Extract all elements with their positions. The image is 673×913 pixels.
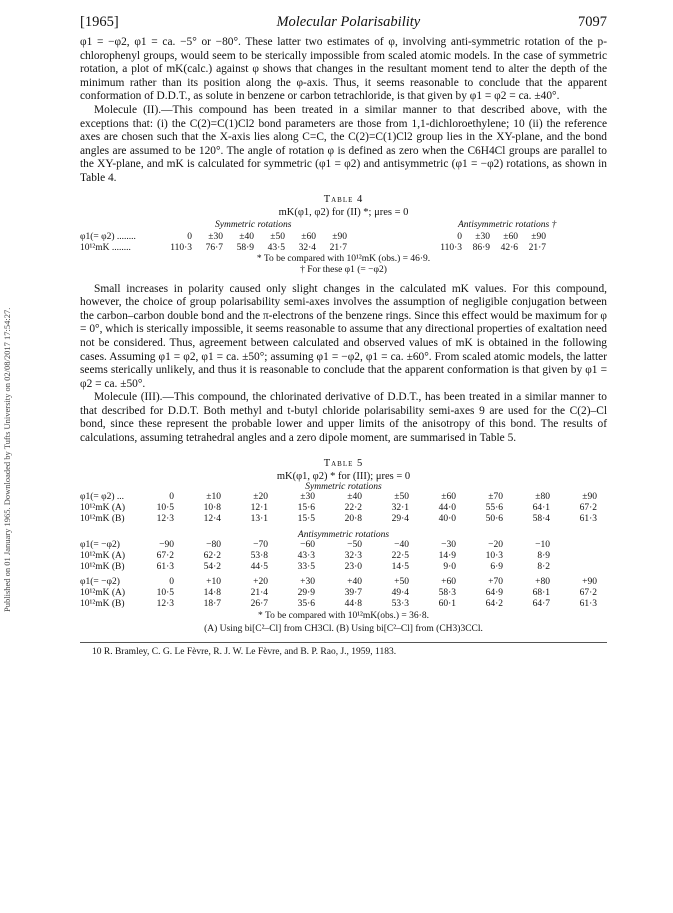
table4-cell-sym-k: 76·7 — [205, 242, 223, 253]
table5-note-obs: * To be compared with 10¹²mK(obs.) = 36·8. — [258, 610, 429, 621]
table4-cell-anti-k: 110·3 — [440, 242, 462, 253]
table5-anti-neg-cell: 32·3 — [344, 550, 362, 561]
table5-anti-neg-cell: 8·2 — [537, 561, 550, 572]
table5-anti-pos-cell: +80 — [535, 576, 550, 587]
table5-sym-cell: ±10 — [206, 491, 221, 502]
table5-antisymmetric-header: Antisymmetric rotations — [297, 529, 390, 540]
table4-cell-sym-phi: ±30 — [208, 231, 223, 242]
table4-note-obs: * To be compared with 10¹²mK (obs.) = 46·9. — [256, 253, 431, 264]
table5-antisymmetric-negative-block — [80, 540, 607, 574]
header-page-number: 7097 — [577, 14, 607, 30]
table4-cell-sym-k: 110·3 — [170, 242, 192, 253]
table5-antisymmetric-positive-block — [80, 577, 607, 611]
running-header — [80, 14, 607, 31]
table5-anti-pos-cell: +40 — [347, 576, 362, 587]
table5-sym-row-label: 10¹²mK (A) — [80, 502, 126, 513]
table5-anti-neg-cell: −40 — [394, 539, 409, 550]
journal-page — [80, 14, 607, 657]
table5-anti-pos-cell: +50 — [394, 576, 409, 587]
table5-anti-pos-cell: 39·7 — [344, 587, 362, 598]
table5-sym-cell: 61·3 — [579, 513, 597, 524]
table4-cell-anti-k: 21·7 — [528, 242, 546, 253]
table5-sym-cell: 29·4 — [391, 513, 409, 524]
table5-anti-pos-cell: 21·4 — [250, 587, 268, 598]
table4-cell-sym-k: 32·4 — [298, 242, 316, 253]
table4-cell-sym-phi: ±40 — [239, 231, 254, 242]
table5-anti-neg-cell: 44·5 — [250, 561, 268, 572]
table4-cell-sym-phi: ±60 — [301, 231, 316, 242]
table5-sym-cell: 10·8 — [203, 502, 221, 513]
paragraph-ddt-conclusion: φ1 = −φ2, φ1 = ca. −5° or −80°. These latter two estimates of φ, involving anti-symmetric rotation of the p-chlorophenyl groups, would seem to be sterically impossible from scaled atomic models. In the case of symmetric rotation, a plot of mK(calc.) against φ shows that changes in the resultant moment tend to alter the depth of the minimum rather than its position along the φ-axis. Thus, it seems reasonable to conclude that the apparent conformation of D.D.T., as solute in benzene or carbon tetrachloride, is that given by φ1 = φ2 = ca. ±40°. — [80, 36, 607, 103]
table5-anti-pos-cell: 29·9 — [297, 587, 315, 598]
table5-anti-neg-row-label: 10¹²mK (B) — [80, 561, 125, 572]
table5-anti-pos-cell: 12·3 — [156, 598, 174, 609]
table5-anti-neg-cell: −60 — [300, 539, 315, 550]
table5-anti-pos-cell: 0 — [169, 576, 174, 587]
paragraph-polarity-discussion: Small increases in polarity caused only slight changes in the calculated mK values. For this compound, however, the choice of group polarisability semi-axes involves the assumption of negligible conjugation between the carbon–carbon double bond and the π-electrons of the benzene rings. Since this effect would be maximum for φ = 0°, which is sterically impossible, it seems reasonable to assume that any directional properties of exaltation need not be considered. Thus, agreement between calculated and observed values of mK is obtained in the following cases. Assuming φ1 = φ2, φ1 = ca. ±50°; assuming φ1 = −φ2, φ1 = ca. ±60°. From scaled atomic models, the latter seems sterically unlikely, and thus it is reasonable to conclude that the apparent conformation is that given by φ1 = φ2 = ca. ±50°. — [80, 282, 607, 390]
table5-anti-pos-row-label: 10¹²mK (B) — [80, 598, 125, 609]
table5-sym-cell: ±50 — [394, 491, 409, 502]
table5-anti-neg-cell: −20 — [488, 539, 503, 550]
table4-cell-sym-phi: 0 — [187, 231, 192, 242]
table5-subcaption: mK(φ1, φ2) * for (III); μres = 0 — [276, 470, 411, 482]
table5-sym-cell: 22·2 — [344, 502, 362, 513]
table5-sym-cell: 10·5 — [156, 502, 174, 513]
table5-anti-neg-cell: 10·3 — [485, 550, 503, 561]
table5-anti-pos-cell: 49·4 — [391, 587, 409, 598]
table5-anti-pos-cell: 58·3 — [438, 587, 456, 598]
table5-note-methods: (A) Using bi[C²–Cl] from CH3Cl. (B) Using bi[C²–Cl] from (CH3)3CCl. — [204, 624, 483, 635]
header-year: [1965] — [80, 14, 119, 30]
table5-sym-cell: 44·0 — [438, 502, 456, 513]
table5-anti-pos-row-label: φ1(= −φ2) — [80, 576, 120, 587]
table5-anti-pos-cell: 53·3 — [391, 598, 409, 609]
paragraph-molecule-ii: Molecule (II).—This compound has been treated in a similar manner to that described above, with the exceptions that: (i) the C(2)=C(1)Cl2 bond parameters are those from 1,1-dichloroethylene; 10 (ii) the reference axes are chosen such that the X-axis lies along C=C, the C(2)=C(1)Cl2 group lies in the XY-plane, and the bond angles are assumed to be 120°. The angle of rotation φ is defined as zero when the C6H4Cl groups are parallel to the XY-plane, and mK is calculated for symmetric (φ1 = φ2) and antisymmetric (φ1 = −φ2) rotations, as shown in Table 4. — [80, 103, 607, 184]
table5-anti-pos-cell: 26·7 — [250, 598, 268, 609]
table5-sym-cell: 40·0 — [438, 513, 456, 524]
table5-anti-neg-cell: 33·5 — [297, 561, 315, 572]
table5-anti-neg-cell: 22·5 — [391, 550, 409, 561]
table5-sym-cell: ±30 — [300, 491, 315, 502]
table4-subcaption: mK(φ1, φ2) for (II) *; μres = 0 — [278, 206, 409, 218]
table5-sym-cell: ±60 — [441, 491, 456, 502]
footnote-rule — [80, 642, 607, 643]
table5-anti-pos-row-label: 10¹²mK (A) — [80, 587, 126, 598]
table5 — [80, 482, 607, 611]
table5-anti-neg-cell: 61·3 — [156, 561, 174, 572]
table5-sym-cell: 64·1 — [532, 502, 550, 513]
download-watermark: Published on 01 January 1965. Downloaded by Tufts University on 02/08/2017 17:54:27. — [2, 307, 12, 613]
table5-anti-pos-cell: 64·2 — [485, 598, 503, 609]
table5-sym-cell: ±20 — [253, 491, 268, 502]
table4-cell-anti-phi: ±90 — [531, 231, 546, 242]
table5-sym-row-label: 10¹²mK (B) — [80, 513, 125, 524]
table4-cell-anti-k: 42·6 — [500, 242, 518, 253]
table4-row-label-k: 10¹²mK ........ — [80, 242, 131, 253]
table5-sym-cell: 55·6 — [485, 502, 503, 513]
table5-sym-cell: 15·6 — [297, 502, 315, 513]
table5-anti-neg-row-label: 10¹²mK (A) — [80, 550, 126, 561]
table5-anti-neg-cell: 14·5 — [391, 561, 409, 572]
table5-anti-pos-cell: +30 — [300, 576, 315, 587]
table4-cell-anti-k: 86·9 — [472, 242, 490, 253]
table5-anti-neg-cell: 54·2 — [203, 561, 221, 572]
table5-anti-neg-cell: −70 — [253, 539, 268, 550]
table5-anti-pos-cell: 61·3 — [579, 598, 597, 609]
table4-symmetric-header: Symmetric rotations — [215, 219, 292, 230]
table4-cell-sym-phi: ±50 — [270, 231, 285, 242]
table5-anti-neg-cell: 9·0 — [443, 561, 456, 572]
table5-anti-pos-cell: +70 — [488, 576, 503, 587]
table5-anti-pos-cell: +20 — [253, 576, 268, 587]
table5-sym-cell: 12·3 — [156, 513, 174, 524]
table5-anti-neg-cell: −50 — [347, 539, 362, 550]
table5-anti-neg-cell: 23·0 — [344, 561, 362, 572]
table5-anti-pos-cell: 64·9 — [485, 587, 503, 598]
table4 — [80, 220, 607, 254]
table5-anti-pos-cell: 68·1 — [532, 587, 550, 598]
table4-cell-sym-k: 58·9 — [236, 242, 254, 253]
table5-anti-neg-cell: −90 — [159, 539, 174, 550]
table5-sym-cell: 58·4 — [532, 513, 550, 524]
table5-anti-neg-cell: −10 — [535, 539, 550, 550]
table5-caption: Table 5 — [323, 457, 364, 469]
footnote-reference: 10 R. Bramley, C. G. Le Fèvre, R. J. W. Le Fèvre, and B. P. Rao, J., 1959, 1183. — [92, 646, 397, 657]
table5-sym-cell: 67·2 — [579, 502, 597, 513]
table5-anti-pos-cell: +10 — [206, 576, 221, 587]
table4-cell-sym-phi: ±90 — [332, 231, 347, 242]
header-title: Molecular Polarisability — [276, 14, 421, 30]
table4-antisymmetric-header: Antisymmetric rotations † — [458, 219, 557, 230]
table5-anti-neg-cell: −30 — [441, 539, 456, 550]
table5-sym-row-label: φ1(= φ2) ... — [80, 491, 125, 502]
table5-anti-pos-cell: 35·6 — [297, 598, 315, 609]
table5-anti-pos-cell: 10·5 — [156, 587, 174, 598]
table5-sym-cell: ±90 — [582, 491, 597, 502]
table5-anti-pos-cell: +90 — [582, 576, 597, 587]
table5-anti-neg-row-label: φ1(= −φ2) — [80, 539, 120, 550]
table5-sym-cell: 20·8 — [344, 513, 362, 524]
table5-anti-neg-cell: 43·3 — [297, 550, 315, 561]
table4-row-label-phi: φ1(= φ2) ........ — [80, 231, 136, 242]
table5-anti-pos-cell: 18·7 — [203, 598, 221, 609]
table5-anti-pos-cell: +60 — [441, 576, 456, 587]
table5-sym-cell: 0 — [169, 491, 174, 502]
table5-anti-neg-cell: 62·2 — [203, 550, 221, 561]
table5-sym-cell: ±80 — [535, 491, 550, 502]
table5-anti-neg-cell: −80 — [206, 539, 221, 550]
table5-sym-cell: ±70 — [488, 491, 503, 502]
table5-anti-pos-cell: 44·8 — [344, 598, 362, 609]
table4-note-antisym: † For these φ1 (= −φ2) — [300, 265, 387, 276]
table5-anti-neg-cell: 53·8 — [250, 550, 268, 561]
table5-sym-cell: 50·6 — [485, 513, 503, 524]
table5-sym-cell: 12·1 — [250, 502, 268, 513]
table5-anti-pos-cell: 60·1 — [438, 598, 456, 609]
table5-sym-cell: 12·4 — [203, 513, 221, 524]
table4-caption: Table 4 — [323, 193, 364, 205]
table5-anti-neg-cell: 14·9 — [438, 550, 456, 561]
paragraph-molecule-iii: Molecule (III).—This compound, the chlorinated derivative of D.D.T., has been treated in a similar manner to that described for D.D.T. Both methyl and t-butyl chloride polarisability semi-axes 9 are used for the C(2)–Cl bond, since these represent the probable lower and upper limits of the anisotropy of this bond. The results of calculations, assuming tetrahedral angles and a zero dipole moment, are summarised in Table 5. — [80, 391, 607, 445]
table5-sym-cell: ±40 — [347, 491, 362, 502]
table5-symmetric-header: Symmetric rotations — [305, 481, 382, 492]
table5-anti-pos-cell: 64·7 — [532, 598, 550, 609]
table4-cell-sym-k: 43·5 — [267, 242, 285, 253]
table5-symmetric-block — [80, 492, 607, 526]
table5-sym-cell: 13·1 — [250, 513, 268, 524]
table4-cell-anti-phi: ±60 — [503, 231, 518, 242]
table4-cell-anti-phi: 0 — [457, 231, 462, 242]
table5-anti-pos-cell: 14·8 — [203, 587, 221, 598]
table5-anti-pos-cell: 67·2 — [579, 587, 597, 598]
table5-anti-neg-cell: 8·9 — [537, 550, 550, 561]
table5-sym-cell: 15·5 — [297, 513, 315, 524]
table4-cell-sym-k: 21·7 — [329, 242, 347, 253]
table5-sym-cell: 32·1 — [391, 502, 409, 513]
table4-cell-anti-phi: ±30 — [475, 231, 490, 242]
table5-anti-neg-cell: 67·2 — [156, 550, 174, 561]
table5-anti-neg-cell: 6·9 — [490, 561, 503, 572]
